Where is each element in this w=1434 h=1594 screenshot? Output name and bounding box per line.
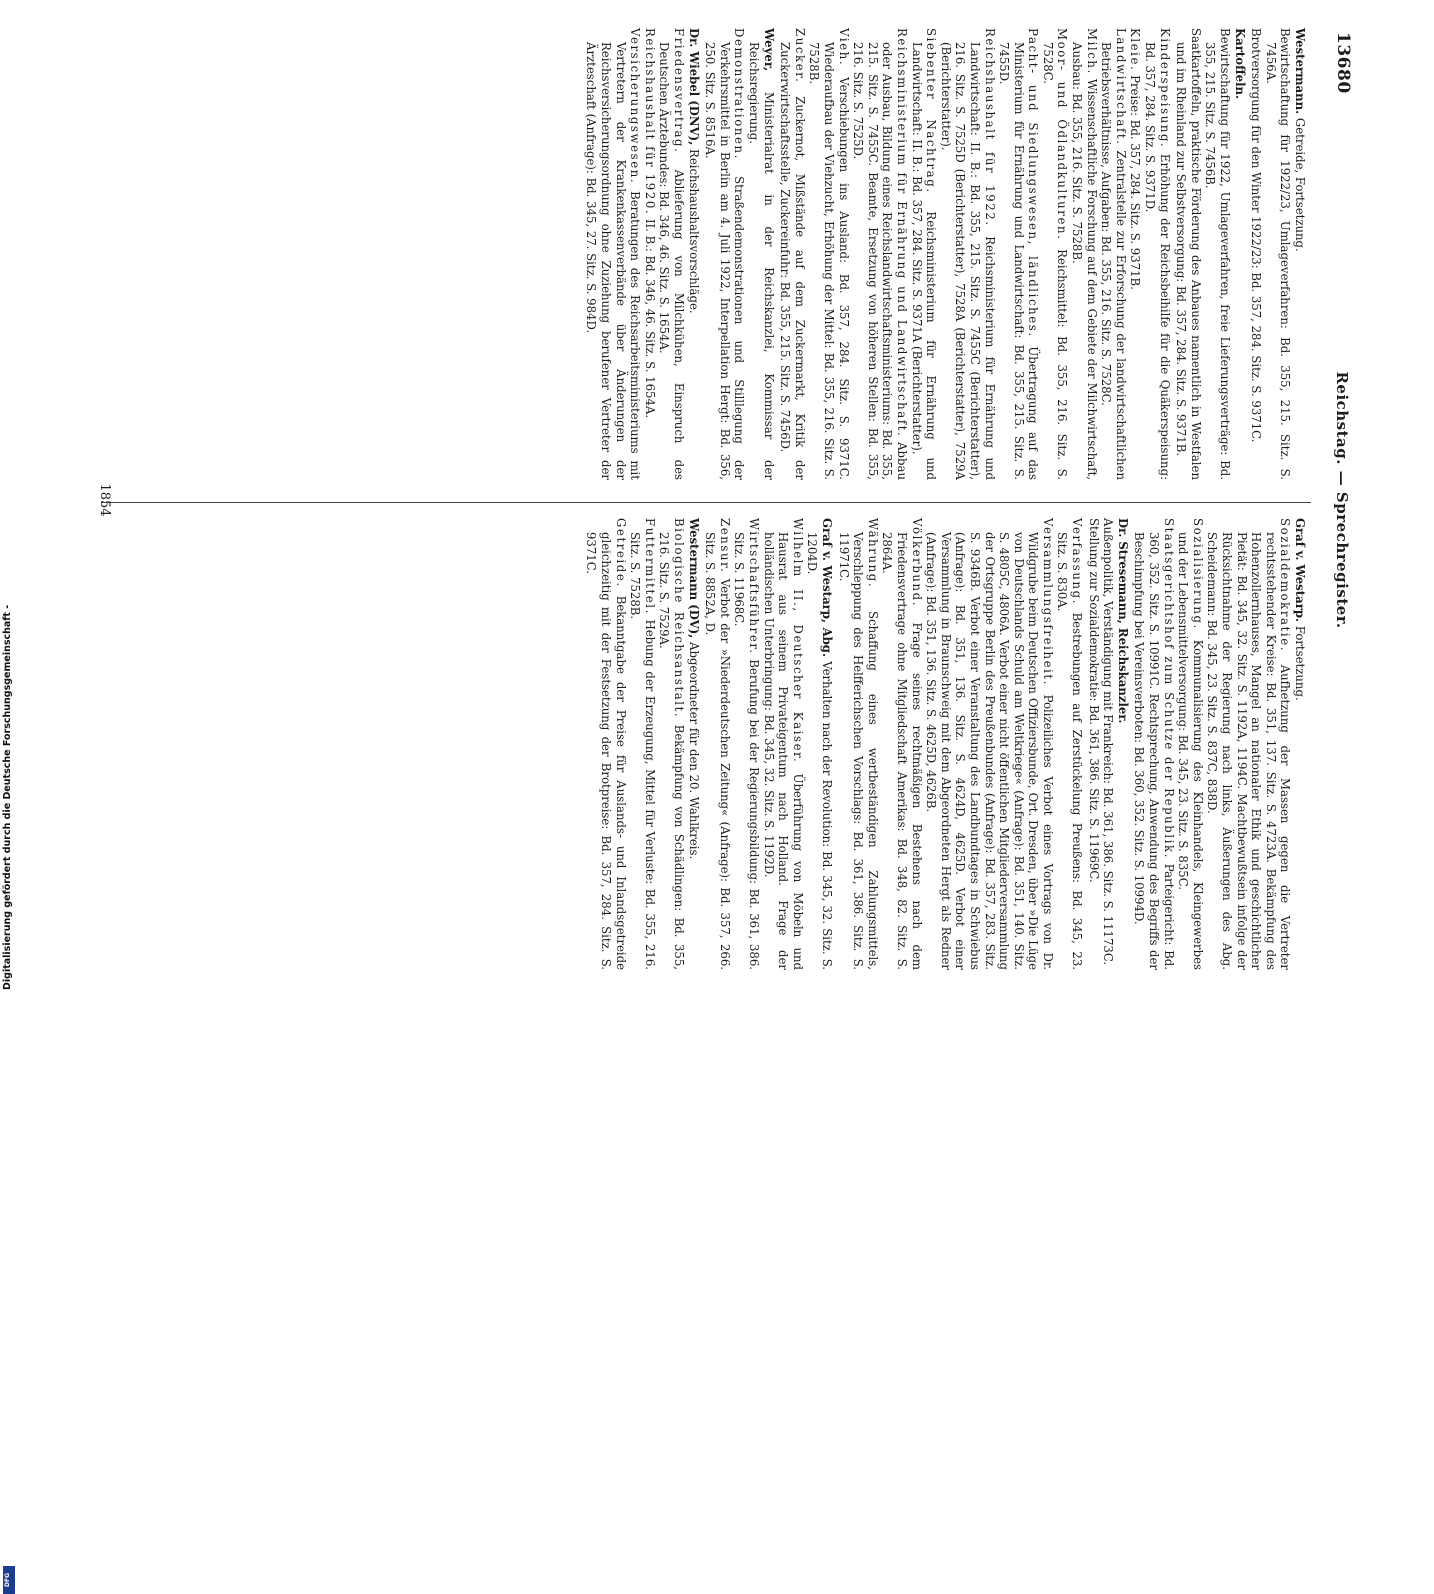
- subentry: [732, 518, 761, 970]
- subentry-topic: Kinderspeisung.: [1157, 28, 1172, 149]
- subentry: [1205, 518, 1293, 970]
- entry-description: Verhalten nach der Revolution: Bd. 345, 32. Sitz. S. 1204D.: [805, 532, 834, 971]
- entry-heading-line: [1232, 28, 1247, 480]
- subentry-topic: Verfassung.: [1070, 518, 1085, 606]
- subentry: [938, 28, 996, 480]
- subentry: [1263, 28, 1292, 480]
- subentry: [1099, 28, 1128, 480]
- subentry-text: Zuckernot, Mißstände auf dem Zuckermarkt, Kritik der Zuckerwirtschaftsstelle, Zuckereinfuhr: Bd. 355, 215. Sitz. S. 7456D.: [778, 42, 807, 481]
- subentry: [703, 518, 732, 970]
- subentry: [880, 518, 924, 970]
- subentry-topic: Siebenter Nachtrag.: [924, 28, 939, 194]
- subentry-text: Brotversorgung für den Winter 1922/23: Bd. 357, 284. Sitz. S. 9371C.: [1249, 28, 1264, 443]
- entry-name: Graf v. Westarp.: [1293, 518, 1307, 623]
- subentry-text: Zentralstelle zur Erforschung der landwirtschaftlichen Betriebsverhältnisse, Aufgaben: Bd. 355, 216. Sitz. S. 7528C.: [1099, 42, 1128, 480]
- subentry-topic: Friedensvertrag.: [672, 28, 687, 154]
- subentry: [761, 518, 805, 970]
- register-entry: [778, 28, 1172, 480]
- subentry-text: Saatkartoffeln, praktische Förderung des Anbaues namentlich in Westfalen und im Rheinland zur Selbstversorgung: Bd. 357, 284. Sitz. S. 9371B.: [1174, 28, 1203, 480]
- subentry-text: Stellung zur Sozialdemokratie: Bd. 361, 386. Sitz. S. 11969C.: [1086, 518, 1101, 883]
- entry-description: Getreide, Fortsetzung.: [1293, 117, 1307, 252]
- subentry-topic: Wilhelm II., Deutscher Kaiser.: [790, 518, 805, 764]
- subentry-topic: Zucker.: [792, 28, 807, 84]
- subentry-topic: Zensur.: [717, 518, 732, 574]
- subentry: [1101, 518, 1116, 970]
- subentry-topic: Milch.: [1084, 28, 1099, 75]
- subentry: [642, 28, 657, 480]
- subentry-topic: Wirtschaftsführer.: [747, 518, 762, 655]
- subentry: [1070, 28, 1099, 480]
- header-title: Reichstag. — Sprechregister.: [1333, 371, 1351, 629]
- entry-heading-line: [1292, 28, 1307, 480]
- subentry-text: Bekämpfung von Schädlingen: Bd. 355, 216. Sitz. S. 7529A.: [657, 532, 687, 971]
- register-entry: [703, 28, 776, 480]
- subentry-text: Abbau oder Ausbau, Bildung eines Reichslandwirtschaftsministeriums: Bd. 355, 215. Sitz. S. 7455C. Beamte, Ersetzung von höheren Stellen: Bd. 355, 216. Sitz. S. 7525D.: [851, 42, 909, 480]
- subentry-text: Überführung von Möbeln und Hausrat aus seinem Privateigentum nach Holland. Frage der holländischen Unterbringung: Bd. 345, 32. Sitz. S. 1192D.: [761, 532, 805, 970]
- subentry-text: Aufhetzung der Massen gegen die Vertreter rechtsstehender Kreise: Bd. 351, 137. Sitz. S. 4723A. Bekämpfung des Hohenzollernhauses, Mangel an nationaler Ethik und geschichtlicher Pietät: Bd. 345, 32. Sitz. S. 1192A, 1194C. Machtbewußtsein infolge der Rücksichtnahme der Regierung nach links, Äußerungen des Abg. Scheidemann: Bd. 345, 23. Sitz. S. 837C, 838D.: [1205, 532, 1293, 971]
- subentry: [997, 28, 1041, 480]
- subentry: [778, 28, 807, 480]
- dfg-logo-icon: [3, 1566, 15, 1594]
- entry-name: Westermann (DV),: [686, 518, 701, 639]
- subentry-topic: Reichsministerium für Ernährung und Landwirtschaft.: [894, 28, 909, 438]
- subentry-text: Straßendemonstrationen und Stilllegung der Verkehrsmittel in Berlin am 4. Juli 1922, Interpellation Hergt: Bd. 356, 250. Sitz. S. 8516A.: [703, 42, 747, 480]
- subentry: [584, 518, 628, 970]
- subentry: [924, 518, 1055, 970]
- register-entry: [1086, 518, 1130, 970]
- subentry: [657, 28, 686, 480]
- subentry: [1176, 518, 1205, 970]
- digitization-strip: [2, 600, 16, 1588]
- register-entry: [1249, 28, 1307, 480]
- entry-description: Reichshaushaltsvorschläge.: [686, 149, 701, 314]
- subentry: [1249, 28, 1264, 480]
- subentry: [584, 28, 642, 480]
- subentry-topic: Futtermittel.: [642, 518, 657, 615]
- entry-heading-line: [746, 28, 775, 480]
- right-column: [582, 518, 1307, 970]
- subentry-topic: Moor- und Ödlandkulturen.: [1055, 28, 1070, 241]
- subentry: [628, 518, 657, 970]
- subentry: [1203, 28, 1232, 480]
- subentry: [1055, 518, 1084, 970]
- subentry-topic: Biologische Reichsanstalt.: [672, 518, 687, 719]
- entry-name: Dr. Stresemann, Reichskanzler.: [1115, 518, 1130, 724]
- running-header: [1331, 20, 1353, 980]
- subentry-topic: Versammlungsfreiheit.: [1040, 518, 1055, 687]
- subentry-text: Kommunalisierung des Kleinhandels, Kleingewerbes und der Lebensmittelversorgung: Bd. 345, 23. Sitz. S. 835C.: [1176, 532, 1205, 970]
- register-entry: [1132, 518, 1307, 970]
- subentry-topic: Sozialisierung.: [1190, 518, 1205, 630]
- subentry-topic: Völkerbund.: [909, 518, 924, 608]
- subentry-text: Preise: Bd. 357, 284. Sitz. S. 9371B.: [1128, 75, 1143, 290]
- subentry: [807, 28, 851, 480]
- subentry-text: Reichsministerium für Ernährung und Landwirtschaft: II. B.: Bd. 355, 215. Sitz. S. 7455C (Berichterstatter), 216. Sitz. S. 7525D (Berichterstatter), 7528A (Berichterstatter), 7529A (Berichterstatter).: [938, 42, 997, 480]
- subentry: [703, 28, 747, 480]
- subentry-text: Beratungen des Reichsarbeitsministeriums mit Vertretern der Krankenkassenverbände über Änderungen der Reichsversicherungsordnung ohne Zuziehung berufener Vertreter der Ärzteschaft (Anfrage): Bd. 345, 27. Sitz. S. 984D.: [584, 42, 643, 480]
- register-entry: [703, 518, 834, 970]
- subentry-topic: Pacht- und Siedlungswesen, ländliches.: [1026, 28, 1041, 338]
- subentry-text: II. B.: Bd. 346, 46. Sitz. S. 1654A.: [642, 218, 657, 419]
- subentry-text: Bestrebungen auf Zerstückelung Preußens: Bd. 345, 23. Sitz. S. 830A.: [1055, 532, 1085, 971]
- subentry-text: Schaffung eines wertbeständigen Zahlungsmittels, Verschleppung des Helfferichschen Vorschlags: Bd. 361, 386. Sitz. S. 11971C.: [836, 532, 880, 970]
- register-entry: [836, 518, 1084, 970]
- digitization-notice: Digitalisierung gefördert durch die Deutsche Forschungsgemeinschaft -: [2, 604, 13, 990]
- subentry-text: Reichsmittel: Bd. 355, 216. Sitz. S. 7528C.: [1040, 42, 1070, 481]
- subentry: [1040, 28, 1069, 480]
- subentry-text: Frage seines rechtmäßigen Bestehens nach dem Friedensvertrage ohne Mitgliedschaft Amerikas: Bd. 348, 82. Sitz. S. 2864A.: [880, 532, 924, 970]
- subentry-text: Parteigericht: Bd. 360, 352. Sitz. S. 10991C. Rechtsprechung, Anwendung des Begriffs der Beschimpfung bei Vereinsverboten: Bd. 360, 352. Sitz. S. 10994D.: [1132, 532, 1176, 970]
- dfg-logo-text: DFG: [4, 1572, 11, 1588]
- subentry-topic: Landwirtschaft.: [1113, 28, 1128, 146]
- subentry: [1086, 518, 1101, 970]
- entry-heading-line: [686, 518, 701, 970]
- page-footer-number: 1854: [97, 483, 112, 517]
- subentry-text: Verbot der »Niederdeutschen Zeitung« (Anfrage): Bd. 357, 266. Sitz. S. 8852A, D.: [703, 532, 732, 970]
- subentry-topic: Reichshaushalt für 1920.: [642, 28, 657, 216]
- left-column: [582, 28, 1307, 480]
- subentry-text: Hebung der Erzeugung, Mittel für Verluste: Bd. 355, 216. Sitz. S. 7528B.: [628, 532, 657, 971]
- subentry-topic: Sozialdemokratie.: [1278, 518, 1293, 653]
- subentry-topic: Getreide.: [613, 518, 628, 588]
- subentry: [657, 518, 686, 970]
- subentry: [909, 28, 938, 480]
- subentry-text: Bewirtschaftung für 1922, Umlageverfahren, freie Lieferungsverträge: Bd. 355, 215. Sitz. S. 7456B.: [1203, 28, 1233, 480]
- subentry-topic: Reichshaushalt für 1922.: [982, 28, 997, 227]
- entry-heading-line: [1292, 518, 1307, 970]
- subentry: [1142, 28, 1171, 480]
- subentry-topic: Demonstrationen.: [732, 28, 747, 160]
- subentry-text: Verschiebungen ins Ausland: Bd. 357, 284. Sitz. S. 9371C. Wiederaufbau der Viehzucht, Erhöhung der Mittel: Bd. 355, 216. Sitz. S. 7528B.: [807, 42, 851, 481]
- subentry-topic: Kleie.: [1128, 28, 1143, 72]
- subentry-text: Wissenschaftliche Forschung auf dem Gebiete der Milchwirtschaft, Ausbau: Bd. 355, 216. Sitz. S. 7528B.: [1070, 42, 1099, 481]
- subentry-text: Bewirtschaftung für 1922/23, Umlageverfahren: Bd. 355, 215. Sitz. S. 7456A.: [1263, 28, 1293, 480]
- entry-description: Fortsetzung.: [1293, 625, 1307, 701]
- subentry-text: Berufung bei der Regierungsbildung: Bd. 361, 386. Sitz. S. 11968C.: [732, 532, 762, 970]
- entry-heading-line: [686, 28, 701, 480]
- subentry-text: Bekanntgabe der Preise für Auslands- und Inlandsgetreide gleichzeitig mit der Festsetzung der Brotpreise: Bd. 357, 284. Sitz. S. 9371C.: [584, 532, 628, 970]
- subentry-text: Polizeiliches Verbot eines Vortrags von Dr. Wildgrube beim Deutschen Offiziersbunde, Ort. Dresden, über »Die Lüge von Deutschlands Schuld am Weltkriege« (Anfrage): Bd. 351, 140. Sitz. S. 4805C, 4806A. Verbot einer nicht öffentlichen Mitgliederversammlung der Ortsgruppe Berlin des Preußenbundes (Anfrage): Bd. 357, 283. Sitz. S. 9346B. Verbot einer Veranstaltung des Landbundtages in Schwiebus (Anfrage): Bd. 351, 136. Sitz. S. 4624D, 4625D. Verbot einer Versammlung in Braunschweig mit dem Abgeordneten Hergt als Redner (Anfrage): Bd. 351, 136. Sitz. S. 4625D, 4626B.: [924, 532, 1055, 970]
- subentry-topic: Vieh.: [836, 28, 851, 67]
- subentry: [1128, 28, 1143, 480]
- header-page-number: 13680: [1333, 32, 1353, 94]
- entry-name: Weyer,: [761, 28, 776, 72]
- entry-name: Dr. Wiebel (DNV),: [686, 28, 701, 146]
- rotated-page: [67, 20, 1367, 980]
- subentry: [1132, 518, 1176, 970]
- subentry-text: Ablieferung von Milchkühen, Einspruch des Deutschen Ärztebundes: Bd. 346, 46. Sitz. S. 1654A.: [657, 42, 687, 480]
- subentry-topic: Staatsgerichtshof zum Schutze der Republik.: [1161, 518, 1176, 860]
- entry-description: Ministerialrat in der Reichskanzlei, Kommissar der Reichsregierung.: [747, 42, 776, 480]
- register-entry: [584, 28, 701, 480]
- subentry-text: Reichsministerium für Ernährung und Landwirtschaft: II. B.: Bd. 357, 284. Sitz. S. 9371A (Berichterstatter).: [909, 42, 939, 480]
- entry-name: Kartoffeln.: [1232, 28, 1247, 100]
- subentry: [836, 518, 880, 970]
- register-entry: [1174, 28, 1247, 480]
- entry-heading-line: [805, 518, 834, 970]
- entry-heading-line: [1115, 518, 1130, 970]
- subentry-text: Außenpolitik, Verständigung mit Frankreich: Bd. 361, 386. Sitz. S. 11173C.: [1101, 518, 1116, 966]
- register-entry: [584, 518, 701, 970]
- entry-name: Graf v. Westarp, Abg.: [820, 518, 834, 658]
- subentry: [851, 28, 909, 480]
- entry-name: Westermann.: [1293, 28, 1307, 115]
- subentry-topic: Währung.: [865, 518, 880, 589]
- subentry-text: Erhöhung der Reichsbeihilfe für die Quäkerspeisung: Bd. 357, 284. Sitz. S. 9371D.: [1143, 42, 1172, 481]
- column-divider: [101, 502, 1311, 503]
- entry-description: Abgeordneter für den 20. Wahlkreis.: [686, 642, 701, 860]
- subentry-topic: Versicherungswesen.: [628, 28, 643, 185]
- subentry: [1174, 28, 1203, 480]
- subentry-text: Übertragung auf das Ministerium für Ernährung und Landwirtschaft: Bd. 355, 215. Sitz. S. 7455D.: [997, 42, 1041, 481]
